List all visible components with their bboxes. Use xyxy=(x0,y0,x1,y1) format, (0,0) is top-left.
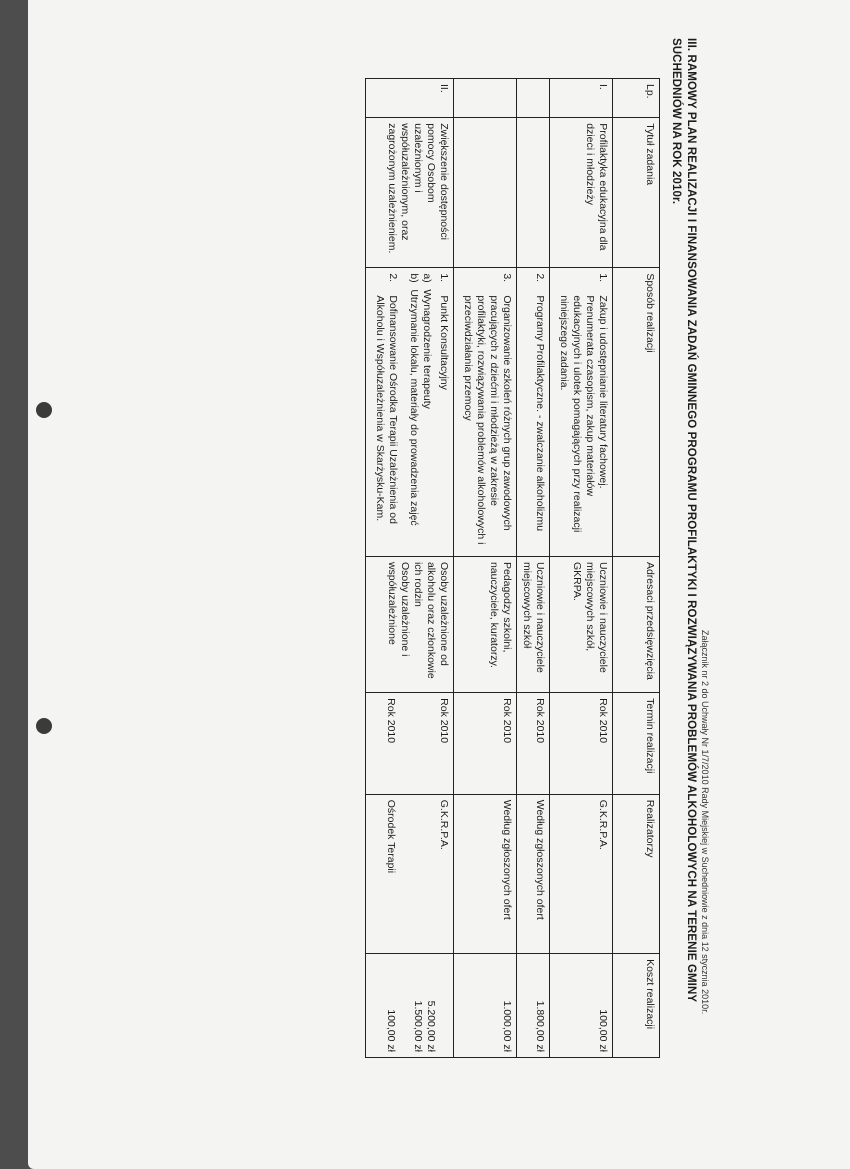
sub-item: b) Utrzymanie lokalu, materiały do prowadzenia zajęć xyxy=(408,273,420,526)
task-title: Zwiększenie dostępności pomocy Osobom uzależnionym i współuzależnionym, oraz zagrożonym uzależnieniem. xyxy=(366,118,454,268)
sub-item: a) Wynagrodzenie terapeuty xyxy=(421,273,433,409)
cost-cell: 1.000,00 zł xyxy=(454,954,517,1058)
plan-table xyxy=(365,78,660,1058)
task-title: Profilaktyka edukacyjna dla dzieci i młodzieży xyxy=(550,118,613,268)
executors-cell: Według zgłoszonych ofert xyxy=(517,794,550,953)
executors-cell: G.K.R.P.A. xyxy=(550,794,613,953)
task-title xyxy=(517,118,550,268)
attachment-note: Załącznik nr 2 do Uchwały Nr 1/7/2010 Rady Miejskiej w Suchedniowie z dnia 12 stycznia 2010r. xyxy=(700,630,710,1015)
table-header-row xyxy=(613,79,660,1058)
executors-cell: Według zgłoszonych ofert xyxy=(454,794,517,953)
method-cell xyxy=(366,268,454,557)
row-number xyxy=(517,79,550,118)
row-number: I. xyxy=(550,79,613,118)
cost-cell: 1.800,00 zł xyxy=(517,954,550,1058)
term-cell: Rok 2010 xyxy=(550,693,613,795)
header-cell: Sposób realizacji xyxy=(613,268,660,557)
table-row xyxy=(517,79,550,1058)
row-number xyxy=(454,79,517,118)
method-cell xyxy=(517,268,550,557)
header-cell: Lp. xyxy=(613,79,660,118)
list-item: 3. Organizowanie szkoleń różnych grup zawodowych pracujących z dziećmi i młodzieżą w zakresie profilaktyki, rozwiązywania problemów alkoholowych i przeciwdziałania przemocy xyxy=(462,273,513,545)
header-cell: Termin realizacji xyxy=(613,693,660,795)
row-number: II. xyxy=(366,79,454,118)
header-cell: Realizatorzy xyxy=(613,794,660,953)
method-cell xyxy=(454,268,517,557)
task-title xyxy=(454,118,517,268)
addressees-cell: Pedagodzy szkolni, nauczyciele, kuratorzy. xyxy=(454,556,517,692)
table-row xyxy=(454,79,517,1058)
table-row xyxy=(366,79,454,1058)
term-cell: Rok 2010 Rok 2010 xyxy=(366,693,454,795)
table-row xyxy=(550,79,613,1058)
cost-cell: 100,00 zł xyxy=(550,954,613,1058)
method-cell xyxy=(550,268,613,557)
list-item: 2. Dofinansowanie Ośrodka Terapii Uzależnienia od Alkoholu i Współuzależnienia w Skarżysku-Kam. xyxy=(374,273,399,524)
addressees-cell: Uczniowie i nauczyciele miejscowych szkół, GKRPA. xyxy=(550,556,613,692)
rotated-page xyxy=(20,0,720,1100)
cost-cell: 5.200,00 zł 1.500,00 zł 100,00 zł xyxy=(366,954,454,1058)
addressees-cell: Uczniowie i nauczyciele miejscowych szkół xyxy=(517,556,550,692)
header-cell: Adresaci przedsięwzięcia xyxy=(613,556,660,692)
list-item: 2. Programy Profilaktyczne. - zwalczanie alkoholizmu xyxy=(534,273,546,532)
list-item: 1. Zakup i udostępnianie literatury fachowej. Prenumerata czasopism, zakup materiałów edukacyjnych i ulotek pomagających przy realizacji niniejszego zadania. xyxy=(558,273,609,533)
document-title: III. RAMOWY PLAN REALIZACJI I FINANSOWANIA ZADAŃ GMINNEGO PROGRAMU PROFILAKTYKI I ROZWIĄZYWANIA PROBLEMÓW ALKOHOLOWYCH NA TERENIE GMINY SUCHEDNIÓW NA ROK 2010r. xyxy=(670,38,697,1002)
term-cell: Rok 2010 xyxy=(454,693,517,795)
term-cell: Rok 2010 xyxy=(517,693,550,795)
executors-cell: G.K.R.P.A. Ośrodek Terapii xyxy=(366,794,454,953)
header-cell: Koszt realizacji xyxy=(613,954,660,1058)
addressees-cell: Osoby uzależnione od alkoholu oraz członkowie ich rodzin Osoby uzależnione i współuzależnione xyxy=(366,556,454,692)
list-item: 1. Punkt Konsultacyjny xyxy=(438,273,450,390)
header-cell: Tytuł zadania xyxy=(613,118,660,268)
